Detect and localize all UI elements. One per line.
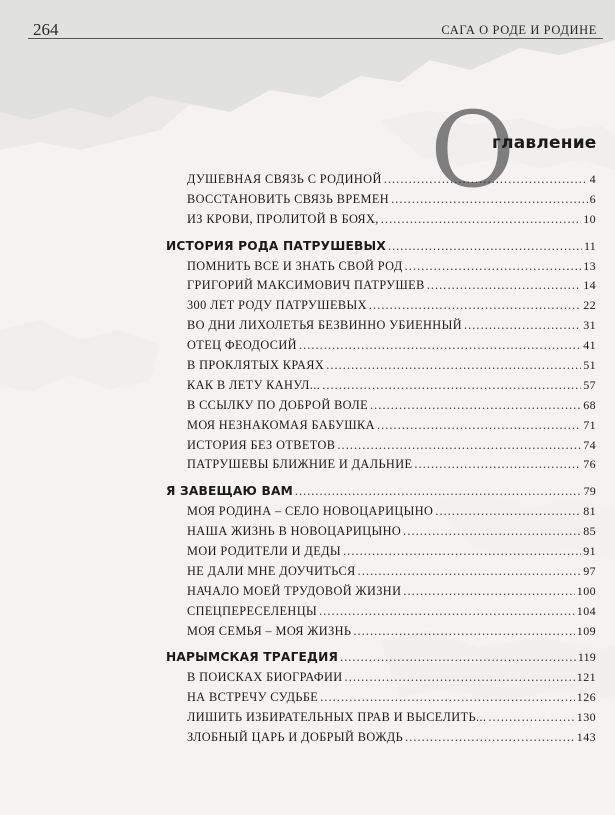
toc-entry-title: ВО ДНИ ЛИХОЛЕТЬЯ БЕЗВИННО УБИЕННЫЙ	[187, 318, 462, 333]
toc-entry-title: СПЕЦПЕРЕСЕЛЕНЦЫ	[187, 603, 318, 618]
dot-leader	[322, 378, 581, 393]
toc-entry	[166, 504, 596, 524]
toc-entry-title: ИСТОРИЯ БЕЗ ОТВЕТОВ	[187, 437, 336, 452]
toc-entry-title: Я ЗАВЕЩАЮ ВАМ	[166, 484, 293, 499]
toc-entry-title: В ПРОКЛЯТЫХ КРАЯХ	[187, 358, 325, 373]
toc-entry-page-number: 4	[589, 172, 596, 186]
toc-spacer	[166, 477, 596, 484]
toc-entry	[166, 278, 596, 298]
toc-entry-title: 300 ЛЕТ РОДУ ПАТРУШЕВЫХ	[187, 298, 367, 313]
toc-entry-title: ВОССТАНОВИТЬ СВЯЗЬ ВРЕМЕН	[187, 191, 390, 206]
toc-entry-page-number: 14	[583, 278, 596, 293]
dot-leader	[388, 239, 582, 254]
dot-leader	[384, 172, 588, 187]
toc-entry	[166, 298, 596, 318]
table-of-contents	[166, 172, 596, 750]
dot-leader	[337, 438, 581, 453]
toc-entry-title: НЕ ДАЛИ МНЕ ДОУЧИТЬСЯ	[187, 563, 356, 578]
toc-entry	[166, 358, 596, 378]
toc-entry-page-number: 57	[583, 377, 596, 392]
toc-entry-page-number: 143	[576, 730, 596, 745]
toc-entry-title: КАК В ЛЕТУ КАНУЛ...	[187, 377, 321, 392]
dot-leader	[358, 564, 582, 579]
toc-entry	[166, 670, 596, 690]
toc-entry	[166, 730, 596, 750]
toc-entry	[166, 544, 596, 564]
toc-entry-page-number: 79	[583, 484, 596, 499]
toc-spacer	[166, 643, 596, 650]
toc-entry-page-number: 11	[584, 238, 596, 253]
dot-leader	[326, 358, 581, 373]
toc-entry-title: ОТЕЦ ФЕОДОСИЙ	[187, 338, 297, 353]
toc-entry	[166, 438, 596, 458]
header-rule	[28, 38, 603, 39]
toc-entry	[166, 338, 596, 358]
toc-entry-page-number: 126	[576, 690, 596, 705]
toc-spacer	[166, 232, 596, 239]
toc-entry-title: ЗЛОБНЫЙ ЦАРЬ И ДОБРЫЙ ВОЖДЬ	[187, 730, 404, 745]
toc-entry-title: ПАТРУШЕВЫ БЛИЖНИЕ И ДАЛЬНИЕ	[187, 457, 413, 472]
toc-entry	[166, 564, 596, 584]
dot-leader	[370, 398, 581, 413]
dot-leader	[414, 457, 581, 472]
toc-entry-page-number: 81	[583, 504, 596, 519]
dot-leader	[403, 524, 581, 539]
toc-entry-page-number: 109	[576, 623, 596, 638]
toc-entry-page-number: 13	[583, 258, 596, 273]
toc-entry-title: МОИ РОДИТЕЛИ И ДЕДЫ	[187, 544, 342, 559]
dot-leader	[381, 212, 581, 227]
toc-entry-page-number: 130	[576, 710, 596, 725]
toc-entry	[166, 172, 596, 192]
toc-entry-title: НАЧАЛО МОЕЙ ТРУДОВОЙ ЖИЗНИ	[187, 583, 402, 598]
toc-entry-page-number: 10	[583, 211, 596, 226]
page-title: главление	[492, 133, 597, 153]
dot-leader	[405, 730, 575, 745]
toc-entry-title: ИЗ КРОВИ, ПРОЛИТОЙ В БОЯХ,	[187, 211, 379, 226]
dot-leader	[427, 278, 581, 293]
toc-entry-title: В ССЫЛКУ ПО ДОБРОЙ ВОЛЕ	[187, 397, 368, 412]
dot-leader	[391, 192, 588, 207]
dot-leader	[295, 484, 582, 499]
toc-chapter-entry	[166, 239, 596, 259]
toc-entry	[166, 457, 596, 477]
dot-leader	[320, 690, 575, 705]
toc-entry-title: ДУШЕВНАЯ СВЯЗЬ С РОДИНОЙ	[187, 172, 382, 186]
toc-entry	[166, 418, 596, 438]
dot-leader	[343, 544, 581, 559]
toc-entry-title: НАША ЖИЗНЬ В НОВОЦАРИЦЫНО	[187, 524, 402, 539]
toc-entry-page-number: 68	[583, 397, 596, 412]
dot-leader	[464, 318, 581, 333]
toc-entry-page-number: 6	[589, 191, 596, 206]
toc-entry-page-number: 100	[576, 583, 596, 598]
title-drop-cap: О	[430, 89, 516, 211]
toc-entry	[166, 378, 596, 398]
toc-entry-title: ПОМНИТЬ ВСЕ И ЗНАТЬ СВОЙ РОД	[187, 258, 403, 273]
dot-leader	[377, 418, 581, 433]
toc-entry-page-number: 97	[583, 563, 596, 578]
dot-leader	[345, 670, 575, 685]
toc-entry-title: НАРЫМСКАЯ ТРАГЕДИЯ	[166, 650, 339, 665]
toc-entry	[166, 690, 596, 710]
toc-entry	[166, 192, 596, 212]
toc-entry	[166, 624, 596, 644]
toc-entry	[166, 524, 596, 544]
toc-entry-page-number: 121	[576, 670, 596, 685]
toc-entry-title: МОЯ НЕЗНАКОМАЯ БАБУШКА	[187, 417, 375, 432]
toc-entry-title: В ПОИСКАХ БИОГРАФИИ	[187, 670, 343, 685]
toc-entry	[166, 710, 596, 730]
dot-leader	[369, 298, 581, 313]
toc-entry	[166, 212, 596, 232]
dot-leader	[319, 604, 575, 619]
toc-entry	[166, 259, 596, 279]
toc-entry	[166, 604, 596, 624]
dot-leader	[488, 710, 574, 725]
dot-leader	[405, 259, 582, 274]
toc-entry-page-number: 119	[577, 650, 596, 665]
toc-entry	[166, 584, 596, 604]
dot-leader	[299, 338, 581, 353]
toc-entry-page-number: 22	[583, 298, 596, 313]
toc-entry-page-number: 91	[583, 544, 596, 559]
toc-entry-page-number: 31	[583, 318, 596, 333]
toc-entry	[166, 398, 596, 418]
dot-leader	[403, 584, 574, 599]
toc-entry-page-number: 51	[583, 358, 596, 373]
page-number: 264	[33, 20, 59, 39]
toc-entry-page-number: 41	[583, 338, 596, 353]
toc-chapter-entry	[166, 484, 596, 504]
dot-leader	[340, 650, 576, 665]
dot-leader	[353, 624, 574, 639]
toc-entry-title: МОЯ РОДИНА – СЕЛО НОВОЦАРИЦЫНО	[187, 504, 434, 519]
dot-leader	[435, 504, 581, 519]
toc-entry-title: ЛИШИТЬ ИЗБИРАТЕЛЬНЫХ ПРАВ И ВЫСЕЛИТЬ...	[187, 710, 487, 725]
toc-entry-page-number: 104	[576, 603, 596, 618]
running-head: САГА О РОДЕ И РОДИНЕ	[441, 23, 597, 37]
toc-entry-page-number: 76	[583, 457, 596, 472]
toc-chapter-entry	[166, 650, 596, 670]
toc-entry-title: НА ВСТРЕЧУ СУДЬБЕ	[187, 690, 319, 705]
toc-entry-title: МОЯ СЕМЬЯ – МОЯ ЖИЗНЬ	[187, 623, 352, 638]
toc-entry-page-number: 71	[583, 417, 596, 432]
toc-entry-title: ГРИГОРИЙ МАКСИМОВИЧ ПАТРУШЕВ	[187, 278, 425, 293]
toc-entry-page-number: 85	[583, 524, 596, 539]
toc-entry	[166, 318, 596, 338]
toc-entry-title: ИСТОРИЯ РОДА ПАТРУШЕВЫХ	[166, 238, 386, 253]
toc-entry-page-number: 74	[583, 437, 596, 452]
